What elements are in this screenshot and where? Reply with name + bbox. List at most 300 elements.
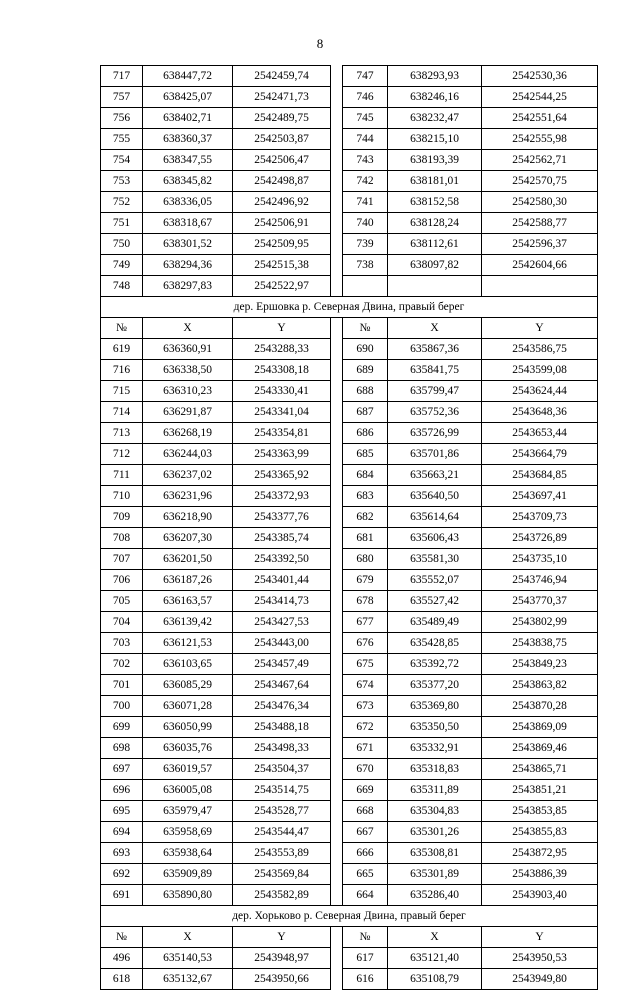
coord-y: 2542522,97 [233,276,331,297]
coord-y: 2543863,82 [482,675,598,696]
point-number: 742 [343,171,388,192]
table-row [101,486,598,507]
column-gap [331,213,343,234]
coord-x: 635890,80 [143,885,233,906]
coord-x: 636163,57 [143,591,233,612]
coord-y: 2543569,84 [233,864,331,885]
table-row [101,549,598,570]
header-y: Y [482,927,598,948]
coord-y: 2543457,49 [233,654,331,675]
table-row [101,255,598,276]
column-header-row [101,927,598,948]
column-gap [331,255,343,276]
coord-y: 2542588,77 [482,213,598,234]
header-no: № [343,318,388,339]
coord-x: 635752,36 [388,402,482,423]
column-header-row [101,318,598,339]
point-number: 677 [343,612,388,633]
section-title: дер. Ершовка р. Северная Двина, правый берег [101,297,598,318]
coord-x [388,276,482,297]
coord-x: 638128,24 [388,213,482,234]
point-number: 698 [101,738,143,759]
coord-x: 636268,19 [143,423,233,444]
header-x: X [388,318,482,339]
column-gap [331,444,343,465]
point-number: 691 [101,885,143,906]
point-number: 712 [101,444,143,465]
point-number: 705 [101,591,143,612]
point-number: 675 [343,654,388,675]
point-number: 673 [343,696,388,717]
coord-x: 636207,30 [143,528,233,549]
coord-y: 2543949,80 [482,969,598,990]
point-number: 618 [101,969,143,990]
column-gap [331,654,343,675]
point-number: 710 [101,486,143,507]
coord-y: 2543528,77 [233,801,331,822]
point-number: 670 [343,759,388,780]
coord-y: 2543697,41 [482,486,598,507]
coord-y: 2543664,79 [482,444,598,465]
table-row [101,423,598,444]
point-number: 668 [343,801,388,822]
coord-y: 2543582,89 [233,885,331,906]
coord-x: 636291,87 [143,402,233,423]
coord-y: 2543684,85 [482,465,598,486]
coord-y: 2542604,66 [482,255,598,276]
coord-x: 635332,91 [388,738,482,759]
point-number: 756 [101,108,143,129]
coord-x: 635909,89 [143,864,233,885]
section-title-row [101,906,598,927]
point-number: 707 [101,549,143,570]
coord-y: 2543308,18 [233,360,331,381]
coord-y: 2543330,41 [233,381,331,402]
coord-y: 2543853,85 [482,801,598,822]
column-gap [331,360,343,381]
coord-x: 635581,30 [388,549,482,570]
coord-y: 2542489,75 [233,108,331,129]
coord-y: 2543443,00 [233,633,331,654]
coord-y: 2542471,73 [233,87,331,108]
point-number: 704 [101,612,143,633]
point-number: 693 [101,843,143,864]
column-gap [331,339,343,360]
coord-x: 636019,57 [143,759,233,780]
column-gap [331,927,343,948]
coord-y: 2542496,92 [233,192,331,213]
point-number: 616 [343,969,388,990]
coord-x: 635304,83 [388,801,482,822]
coord-x: 635958,69 [143,822,233,843]
point-number: 757 [101,87,143,108]
coord-x: 638246,16 [388,87,482,108]
point-number: 664 [343,885,388,906]
table-row [101,570,598,591]
header-y: Y [233,927,331,948]
header-y: Y [482,318,598,339]
column-gap [331,171,343,192]
coord-x: 638152,58 [388,192,482,213]
table-row [101,801,598,822]
coord-y: 2543948,97 [233,948,331,969]
coord-y: 2542570,75 [482,171,598,192]
coord-y: 2543648,36 [482,402,598,423]
column-gap [331,528,343,549]
coord-x: 635140,53 [143,948,233,969]
table-row [101,696,598,717]
coord-x: 635726,99 [388,423,482,444]
table-row [101,654,598,675]
table-row [101,864,598,885]
point-number: 496 [101,948,143,969]
point-number: 716 [101,360,143,381]
coord-x: 635308,81 [388,843,482,864]
column-gap [331,969,343,990]
section-title: дер. Хорьково р. Северная Двина, правый берег [101,906,598,927]
point-number: 701 [101,675,143,696]
coord-y: 2543504,37 [233,759,331,780]
coord-x: 638181,01 [388,171,482,192]
coord-y: 2543599,08 [482,360,598,381]
column-gap [331,612,343,633]
coord-x: 638232,47 [388,108,482,129]
coord-x: 635392,72 [388,654,482,675]
table-row [101,87,598,108]
table-row [101,591,598,612]
point-number: 746 [343,87,388,108]
coord-y: 2543726,89 [482,528,598,549]
column-gap [331,633,343,654]
coord-y: 2543288,33 [233,339,331,360]
header-x: X [143,318,233,339]
point-number: 711 [101,465,143,486]
column-gap [331,423,343,444]
coord-x: 635938,64 [143,843,233,864]
coord-y: 2543869,09 [482,717,598,738]
column-gap [331,885,343,906]
point-number: 694 [101,822,143,843]
point-number: 749 [101,255,143,276]
coord-x: 636050,99 [143,717,233,738]
table-row [101,885,598,906]
coord-x: 636139,42 [143,612,233,633]
coord-y: 2543872,95 [482,843,598,864]
coord-x: 635108,79 [388,969,482,990]
coord-x: 635377,20 [388,675,482,696]
coord-y: 2542459,74 [233,66,331,87]
column-gap [331,948,343,969]
point-number: 748 [101,276,143,297]
coord-x: 635369,80 [388,696,482,717]
column-gap [331,759,343,780]
point-number: 672 [343,717,388,738]
point-number: 683 [343,486,388,507]
coord-y [482,276,598,297]
point-number: 685 [343,444,388,465]
coordinates-table [100,65,598,990]
coord-y: 2543950,66 [233,969,331,990]
column-gap [331,780,343,801]
point-number: 714 [101,402,143,423]
coord-y: 2543849,23 [482,654,598,675]
column-gap [331,717,343,738]
point-number: 703 [101,633,143,654]
coord-y: 2542509,95 [233,234,331,255]
coord-y: 2543653,44 [482,423,598,444]
table-row [101,129,598,150]
column-gap [331,318,343,339]
coord-x: 635979,47 [143,801,233,822]
coord-x: 636201,50 [143,549,233,570]
point-number: 617 [343,948,388,969]
header-no: № [101,318,143,339]
coord-x: 635489,49 [388,612,482,633]
coord-x: 635841,75 [388,360,482,381]
coord-y: 2542580,30 [482,192,598,213]
column-gap [331,486,343,507]
coord-x: 636237,02 [143,465,233,486]
table-row [101,381,598,402]
column-gap [331,549,343,570]
point-number: 676 [343,633,388,654]
coord-y: 2543488,18 [233,717,331,738]
column-gap [331,381,343,402]
coord-y: 2543498,33 [233,738,331,759]
point-number: 715 [101,381,143,402]
coord-y: 2543544,47 [233,822,331,843]
header-no: № [343,927,388,948]
table-row [101,66,598,87]
coord-x: 635286,40 [388,885,482,906]
point-number: 747 [343,66,388,87]
coord-y: 2543865,71 [482,759,598,780]
coord-y: 2543372,93 [233,486,331,507]
table-row [101,717,598,738]
coord-y: 2542555,98 [482,129,598,150]
coord-x: 635311,89 [388,780,482,801]
coord-y: 2543392,50 [233,549,331,570]
column-gap [331,801,343,822]
table-row [101,780,598,801]
point-number: 741 [343,192,388,213]
point-number: 717 [101,66,143,87]
coord-x: 638402,71 [143,108,233,129]
coord-x: 636035,76 [143,738,233,759]
coord-y: 2542503,87 [233,129,331,150]
point-number: 740 [343,213,388,234]
coord-x: 635132,67 [143,969,233,990]
column-gap [331,591,343,612]
coord-y: 2542551,64 [482,108,598,129]
point-number: 750 [101,234,143,255]
point-number: 695 [101,801,143,822]
coord-y: 2542562,71 [482,150,598,171]
table-row [101,507,598,528]
column-gap [331,66,343,87]
coord-x: 635701,86 [388,444,482,465]
table-row [101,759,598,780]
header-x: X [388,927,482,948]
coord-y: 2543855,83 [482,822,598,843]
column-gap [331,234,343,255]
coord-x: 635350,50 [388,717,482,738]
coord-x: 636071,28 [143,696,233,717]
point-number: 700 [101,696,143,717]
coord-y: 2542506,91 [233,213,331,234]
coord-x: 636310,23 [143,381,233,402]
coord-y: 2543365,92 [233,465,331,486]
column-gap [331,108,343,129]
point-number: 752 [101,192,143,213]
coord-x: 635606,43 [388,528,482,549]
table-row [101,444,598,465]
table-row [101,969,598,990]
page-number: 8 [316,36,324,51]
coord-x: 638097,82 [388,255,482,276]
coord-y: 2543838,75 [482,633,598,654]
column-gap [331,738,343,759]
point-number: 751 [101,213,143,234]
column-gap [331,192,343,213]
coord-y: 2543950,53 [482,948,598,969]
coord-x: 635640,50 [388,486,482,507]
table-row [101,150,598,171]
column-gap [331,570,343,591]
point-number: 667 [343,822,388,843]
coord-x: 638301,52 [143,234,233,255]
coord-x: 635799,47 [388,381,482,402]
table-row [101,339,598,360]
table-row [101,675,598,696]
coord-y: 2543341,04 [233,402,331,423]
table-row [101,360,598,381]
coord-x: 638215,10 [388,129,482,150]
table-row [101,402,598,423]
point-number: 744 [343,129,388,150]
table-row [101,948,598,969]
coord-y: 2543414,73 [233,591,331,612]
coord-y: 2543476,34 [233,696,331,717]
coord-y: 2543586,75 [482,339,598,360]
coord-x: 638112,61 [388,234,482,255]
column-gap [331,129,343,150]
coord-y: 2543354,81 [233,423,331,444]
coord-x: 636187,26 [143,570,233,591]
coord-y: 2543624,44 [482,381,598,402]
table-row [101,234,598,255]
coord-x: 638447,72 [143,66,233,87]
coord-x: 635867,36 [388,339,482,360]
coord-x: 636244,03 [143,444,233,465]
column-gap [331,675,343,696]
coord-y: 2543401,44 [233,570,331,591]
point-number: 753 [101,171,143,192]
coord-x: 635663,21 [388,465,482,486]
coord-x: 638193,39 [388,150,482,171]
point-number: 681 [343,528,388,549]
point-number: 679 [343,570,388,591]
point-number: 699 [101,717,143,738]
coord-x: 636218,90 [143,507,233,528]
table-row [101,192,598,213]
point-number: 697 [101,759,143,780]
coord-y: 2543385,74 [233,528,331,549]
coord-x: 636005,08 [143,780,233,801]
table-row [101,822,598,843]
coord-x: 638294,36 [143,255,233,276]
point-number: 709 [101,507,143,528]
column-gap [331,696,343,717]
coord-x: 638347,55 [143,150,233,171]
coord-x: 638425,07 [143,87,233,108]
coord-x: 638297,83 [143,276,233,297]
coord-x: 636103,65 [143,654,233,675]
point-number: 686 [343,423,388,444]
coord-y: 2543770,37 [482,591,598,612]
coord-x: 638345,82 [143,171,233,192]
coord-x: 638360,37 [143,129,233,150]
point-number: 671 [343,738,388,759]
point-number: 690 [343,339,388,360]
coord-y: 2543735,10 [482,549,598,570]
coord-y: 2542530,36 [482,66,598,87]
column-gap [331,465,343,486]
column-gap [331,864,343,885]
point-number: 680 [343,549,388,570]
table-row [101,612,598,633]
column-gap [331,150,343,171]
coord-y: 2543427,53 [233,612,331,633]
coord-y: 2543886,39 [482,864,598,885]
point-number: 755 [101,129,143,150]
coord-y: 2543709,73 [482,507,598,528]
point-number: 745 [343,108,388,129]
coord-y: 2543514,75 [233,780,331,801]
column-gap [331,276,343,297]
coord-y: 2542596,37 [482,234,598,255]
coord-x: 638336,05 [143,192,233,213]
point-number: 687 [343,402,388,423]
coord-x: 636085,29 [143,675,233,696]
coord-x: 636338,50 [143,360,233,381]
header-x: X [143,927,233,948]
point-number: 619 [101,339,143,360]
point-number: 669 [343,780,388,801]
point-number: 706 [101,570,143,591]
point-number: 689 [343,360,388,381]
coord-x: 635301,26 [388,822,482,843]
coord-x: 635428,85 [388,633,482,654]
coord-y: 2543467,64 [233,675,331,696]
point-number: 682 [343,507,388,528]
table-row [101,213,598,234]
coord-y: 2543870,28 [482,696,598,717]
point-number: 702 [101,654,143,675]
point-number: 688 [343,381,388,402]
point-number: 666 [343,843,388,864]
table-row [101,276,598,297]
point-number: 739 [343,234,388,255]
coord-y: 2543903,40 [482,885,598,906]
table-row [101,108,598,129]
coord-x: 638318,67 [143,213,233,234]
point-number: 684 [343,465,388,486]
column-gap [331,843,343,864]
coord-y: 2542506,47 [233,150,331,171]
coord-x: 635527,42 [388,591,482,612]
table-row [101,528,598,549]
